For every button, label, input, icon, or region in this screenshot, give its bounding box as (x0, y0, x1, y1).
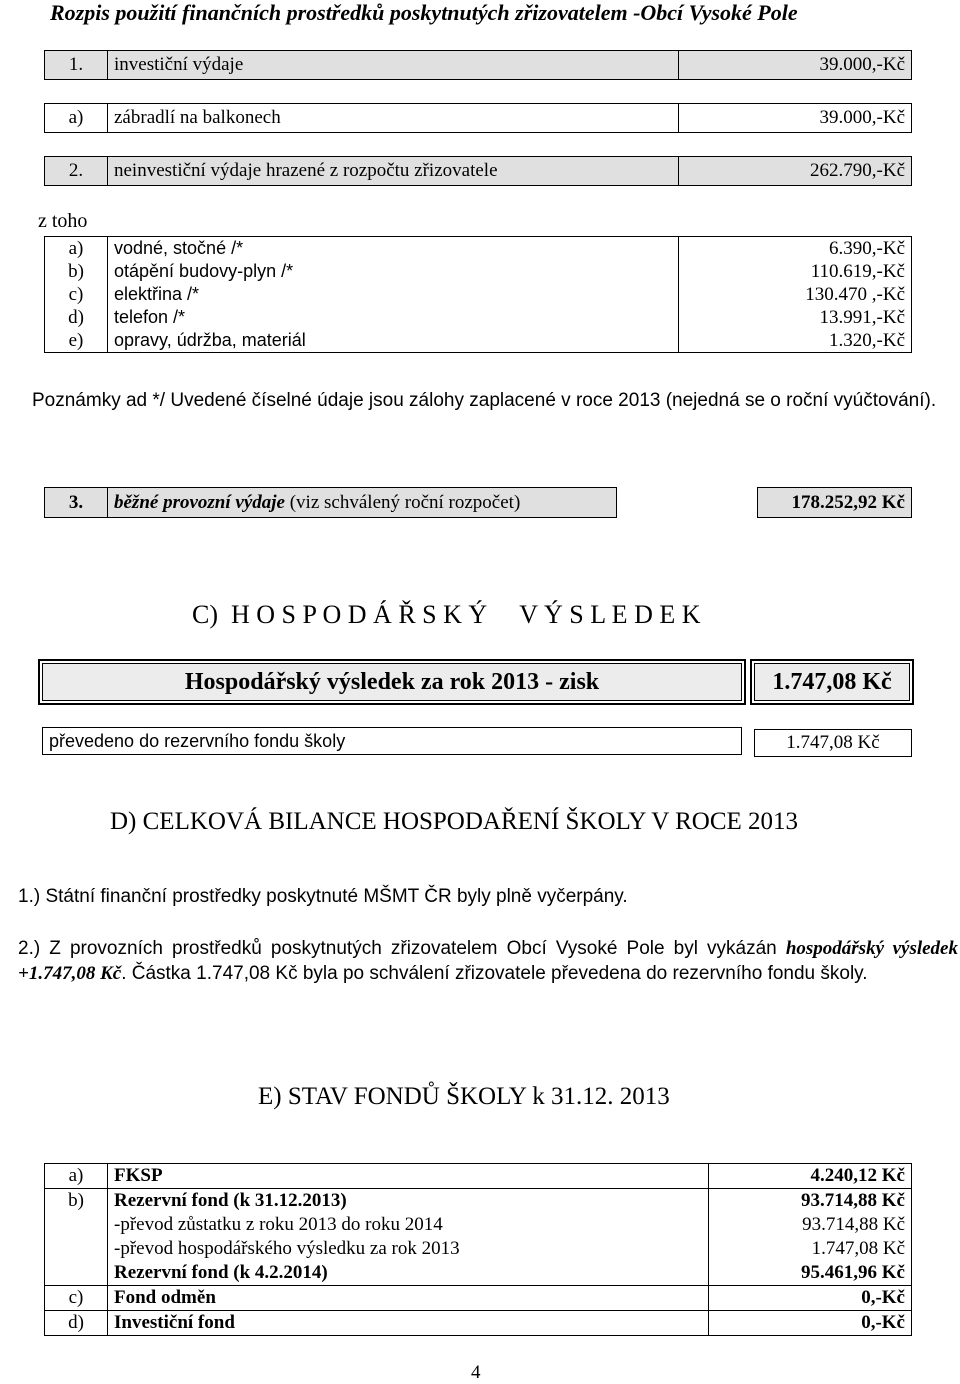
row-label: Fond odměn (108, 1286, 709, 1311)
spacer (617, 488, 758, 518)
table-row (45, 237, 912, 261)
economic-result-value: 1.747,08 Kč (754, 663, 910, 701)
page-number: 4 (471, 1362, 481, 1383)
table-row (45, 51, 912, 80)
row-number (45, 1261, 108, 1286)
row-number: e) (45, 329, 108, 353)
noninvestment-expenses-table (44, 156, 912, 186)
footnote: Poznámky ad */ Uvedené číselné údaje jsou zálohy zaplacené v roce 2013 (nejedná se o roční vyúčtování). (32, 390, 937, 411)
row-value: 6.390,-Kč (679, 237, 912, 261)
transfer-label: převedeno do rezervního fondu školy (42, 727, 742, 755)
economic-result-label: Hospodářský výsledek za rok 2013 - zisk (42, 663, 742, 701)
paragraph-2-part1: 2.) Z provozních prostředků poskytnutých zřizovatelem Obcí Vysoké Pole byl vykázán (18, 938, 786, 959)
row-number: 1. (45, 51, 108, 80)
row-value: 93.714,88 Kč (709, 1189, 912, 1214)
row-number: 3. (45, 488, 108, 518)
investment-detail-table (44, 103, 912, 133)
row-value: 39.000,-Kč (679, 104, 912, 133)
table-row (45, 260, 912, 283)
table-row (45, 306, 912, 329)
row-label: vodné, stočné /* (108, 237, 679, 261)
row-number: b) (45, 1189, 108, 1214)
paragraph-2-part3: . Částka 1.747,08 Kč byla po schválení zřizovatele převedena do rezervního fondu školy. (121, 963, 868, 984)
row-label: Rezervní fond (k 31.12.2013) (108, 1189, 709, 1214)
row-label: opravy, údržba, materiál (108, 329, 679, 353)
row-value: 0,-Kč (709, 1311, 912, 1336)
table-row (45, 157, 912, 186)
section-d-title: D) CELKOVÁ BILANCE HOSPODAŘENÍ ŠKOLY V ROCE 2013 (110, 808, 799, 835)
table-row (45, 329, 912, 353)
investment-expenses-table (44, 50, 912, 80)
row-label (108, 488, 617, 518)
row-label: FKSP (108, 1164, 709, 1189)
table-row (45, 1213, 912, 1237)
table-row (45, 488, 912, 518)
row-label-rest: (viz schválený roční rozpočet) (284, 491, 521, 513)
section-c-title: C) H O S P O D Á Ř S K Ý V Ý S L E D E K (192, 600, 701, 629)
row-value: 95.461,96 Kč (709, 1261, 912, 1286)
row-label: -převod hospodářského výsledku za rok 2013 (108, 1237, 709, 1261)
row-value: 110.619,-Kč (679, 260, 912, 283)
row-label: Investiční fond (108, 1311, 709, 1336)
paragraph-2-emphasis: hospodářský výsledek +1.747,08 Kč (18, 938, 958, 984)
table-row (45, 1311, 912, 1336)
row-value: 39.000,-Kč (679, 51, 912, 80)
row-label: telefon /* (108, 306, 679, 329)
row-number: 2. (45, 157, 108, 186)
row-label: elektřina /* (108, 283, 679, 306)
table-row (45, 1261, 912, 1286)
row-value: 13.991,-Kč (679, 306, 912, 329)
document-heading: Rozpis použití finančních prostředků poskytnutých zřizovatelem -Obcí Vysoké Pole (50, 0, 798, 25)
row-value: 4.240,12 Kč (709, 1164, 912, 1189)
z-toho-label: z toho (38, 210, 88, 232)
row-value: 130.470 ,-Kč (679, 283, 912, 306)
table-row (45, 1189, 912, 1214)
row-number: a) (45, 1164, 108, 1189)
table-row (45, 1164, 912, 1189)
paragraph-2 (18, 936, 958, 986)
row-label: investiční výdaje (108, 51, 679, 80)
row-number: a) (45, 237, 108, 261)
row-value: 262.790,-Kč (679, 157, 912, 186)
table-row (45, 1286, 912, 1311)
breakdown-table (44, 236, 912, 353)
funds-table (44, 1163, 912, 1336)
row-number (45, 1237, 108, 1261)
row-value: 1.320,-Kč (679, 329, 912, 353)
row-number: a) (45, 104, 108, 133)
row-label: neinvestiční výdaje hrazené z rozpočtu zřizovatele (108, 157, 679, 186)
section-e-title: E) STAV FONDŮ ŠKOLY k 31.12. 2013 (258, 1083, 670, 1110)
row-value: 0,-Kč (709, 1286, 912, 1311)
row-number: b) (45, 260, 108, 283)
row-value: 178.252,92 Kč (758, 488, 912, 518)
row-value: 93.714,88 Kč (709, 1213, 912, 1237)
table-row (45, 104, 912, 133)
row-label: -převod zůstatku z roku 2013 do roku 2014 (108, 1213, 709, 1237)
row-value: 1.747,08 Kč (709, 1237, 912, 1261)
transfer-value: 1.747,08 Kč (754, 729, 912, 757)
row-label-italic: běžné provozní výdaje (114, 491, 285, 513)
row-label: otápění budovy-plyn /* (108, 260, 679, 283)
operating-expenses-table (44, 487, 912, 518)
row-number: d) (45, 1311, 108, 1336)
row-number: c) (45, 1286, 108, 1311)
row-label: zábradlí na balkonech (108, 104, 679, 133)
row-number (45, 1213, 108, 1237)
table-row (45, 1237, 912, 1261)
row-label: Rezervní fond (k 4.2.2014) (108, 1261, 709, 1286)
row-number: d) (45, 306, 108, 329)
table-row (45, 283, 912, 306)
row-number: c) (45, 283, 108, 306)
paragraph-1: 1.) Státní finanční prostředky poskytnuté MŠMT ČR byly plně vyčerpány. (18, 886, 628, 907)
